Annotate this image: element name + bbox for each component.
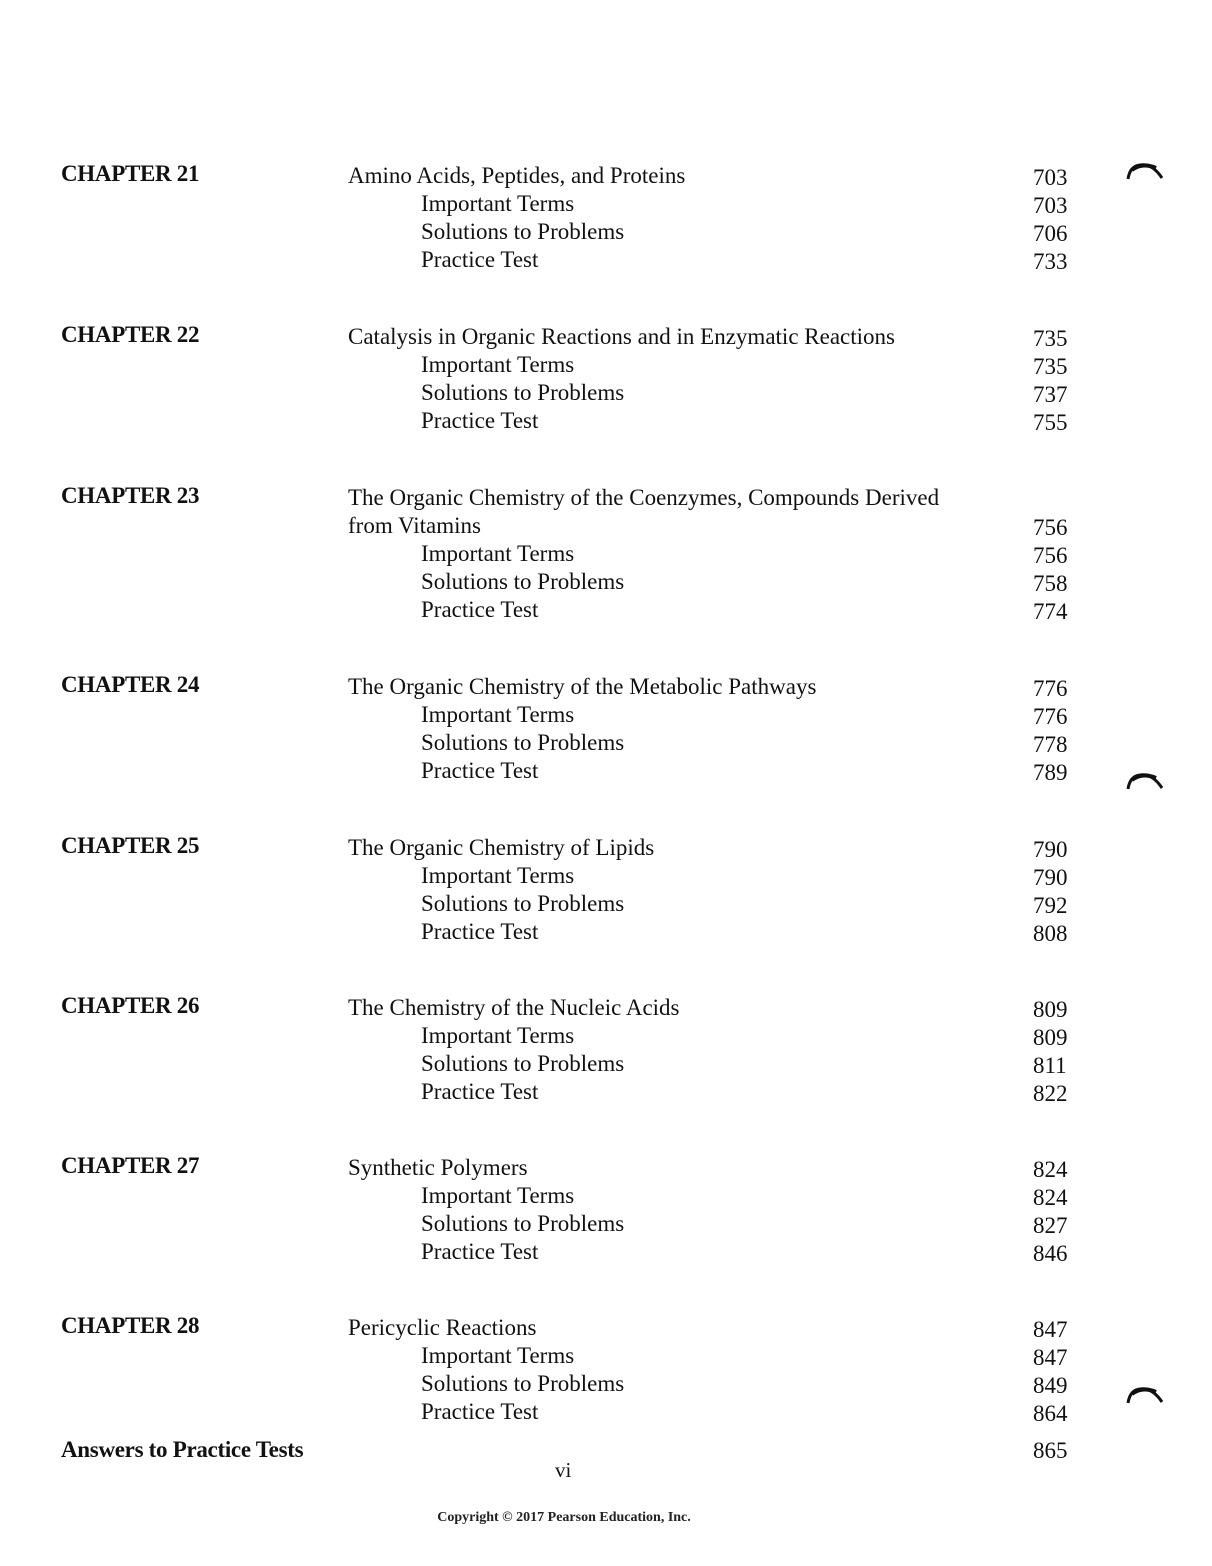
toc-entry-label: Solutions to Problems — [421, 219, 625, 244]
chapter-title-page: 756 — [1033, 515, 1068, 540]
toc-entry-label: Important Terms — [421, 352, 575, 377]
chapter-title: Catalysis in Organic Reactions and in Enzymatic Reactions — [348, 324, 895, 349]
toc-entry-page: 733 — [1033, 249, 1068, 274]
toc-entry-page: 756 — [1033, 543, 1068, 568]
chapter-title-page: 847 — [1033, 1317, 1068, 1342]
toc-entry — [0, 729, 1212, 757]
toc-entry-label: Solutions to Problems — [421, 569, 625, 594]
chapter-title-line — [0, 994, 1212, 1022]
toc-entry-page: 811 — [1033, 1053, 1067, 1078]
toc-entry — [0, 1342, 1212, 1370]
toc-entry-page: 808 — [1033, 921, 1068, 946]
toc-entry-page: 846 — [1033, 1241, 1068, 1266]
chapter-label: CHAPTER 28 — [61, 1313, 200, 1338]
chapter-title-line — [0, 1314, 1212, 1342]
chapter-title-page: 790 — [1033, 837, 1068, 862]
toc-entry — [0, 1182, 1212, 1210]
chapter-title-page: 809 — [1033, 997, 1068, 1022]
toc-entry-label: Practice Test — [421, 1239, 539, 1264]
chapter-label: CHAPTER 26 — [61, 993, 200, 1018]
chapter-label: CHAPTER 25 — [61, 833, 200, 858]
toc-entry-page: 758 — [1033, 571, 1068, 596]
answers-page-number: 865 — [1033, 1438, 1068, 1463]
toc-entry — [0, 1050, 1212, 1078]
chapter-title: Synthetic Polymers — [348, 1155, 528, 1180]
toc-entry — [0, 1370, 1212, 1398]
binder-hole-mark-icon — [1126, 768, 1164, 790]
toc-entry — [0, 190, 1212, 218]
answers-label: Answers to Practice Tests — [61, 1437, 304, 1462]
toc-entry-page: 822 — [1033, 1081, 1068, 1106]
toc-entry — [0, 701, 1212, 729]
chapter-title: from Vitamins — [348, 513, 481, 538]
toc-entry-page: 790 — [1033, 865, 1068, 890]
toc-entry-label: Practice Test — [421, 1079, 539, 1104]
toc-entry — [0, 1078, 1212, 1106]
toc-entry-label: Important Terms — [421, 191, 575, 216]
chapter-section — [0, 321, 1212, 451]
toc-entry — [0, 1238, 1212, 1266]
chapter-title: Amino Acids, Peptides, and Proteins — [348, 163, 686, 188]
chapter-title: The Organic Chemistry of Lipids — [348, 835, 655, 860]
toc-entry — [0, 568, 1212, 596]
toc-entry — [0, 351, 1212, 379]
chapter-title-page: 776 — [1033, 676, 1068, 701]
chapter-title-line — [0, 484, 1212, 512]
chapter-label: CHAPTER 27 — [61, 1153, 200, 1178]
chapter-title-line — [0, 512, 1212, 540]
chapter-title: The Chemistry of the Nucleic Acids — [348, 995, 680, 1020]
toc-entry — [0, 918, 1212, 946]
toc-entry-page: 792 — [1033, 893, 1068, 918]
chapter-section — [0, 992, 1212, 1122]
chapter-title: Pericyclic Reactions — [348, 1315, 537, 1340]
toc-entry-page: 824 — [1033, 1185, 1068, 1210]
chapter-title-line — [0, 1154, 1212, 1182]
toc-entry — [0, 379, 1212, 407]
toc-entry-label: Important Terms — [421, 1023, 575, 1048]
toc-entry-label: Solutions to Problems — [421, 891, 625, 916]
chapter-title-line — [0, 162, 1212, 190]
toc-entry — [0, 596, 1212, 624]
toc-entry-label: Solutions to Problems — [421, 1211, 625, 1236]
toc-entry-label: Solutions to Problems — [421, 1051, 625, 1076]
chapter-title: The Organic Chemistry of the Coenzymes, Compounds Derived — [348, 485, 940, 510]
toc-entry-label: Solutions to Problems — [421, 730, 625, 755]
toc-entry-page: 789 — [1033, 760, 1068, 785]
chapter-title-page: 824 — [1033, 1157, 1068, 1182]
chapter-label: CHAPTER 23 — [61, 483, 200, 508]
toc-entry — [0, 246, 1212, 274]
chapter-section — [0, 671, 1212, 801]
toc-entry-page: 864 — [1033, 1401, 1068, 1426]
binder-hole-mark-icon — [1126, 158, 1164, 180]
copyright-notice: Copyright © 2017 Pearson Education, Inc. — [437, 1510, 691, 1525]
toc-entry-page: 755 — [1033, 410, 1068, 435]
chapter-title-line — [0, 673, 1212, 701]
toc-entry-label: Practice Test — [421, 1399, 539, 1424]
toc-entry-label: Practice Test — [421, 597, 539, 622]
toc-entry-page: 735 — [1033, 354, 1068, 379]
chapter-label: CHAPTER 21 — [61, 161, 200, 186]
toc-entry-label: Important Terms — [421, 1183, 575, 1208]
toc-entry-page: 774 — [1033, 599, 1068, 624]
chapter-title-page: 703 — [1033, 165, 1068, 190]
toc-entry — [0, 890, 1212, 918]
toc-entry-page: 809 — [1033, 1025, 1068, 1050]
chapter-title-page: 735 — [1033, 326, 1068, 351]
toc-entry-page: 776 — [1033, 704, 1068, 729]
chapter-title: The Organic Chemistry of the Metabolic Pathways — [348, 674, 817, 699]
toc-entry — [0, 407, 1212, 435]
toc-entry-label: Practice Test — [421, 247, 539, 272]
toc-entry — [0, 1210, 1212, 1238]
toc-entry-label: Solutions to Problems — [421, 380, 625, 405]
toc-entry-page: 778 — [1033, 732, 1068, 757]
toc-entry — [0, 1398, 1212, 1426]
toc-entry-label: Practice Test — [421, 758, 539, 783]
toc-entry — [0, 218, 1212, 246]
chapter-section — [0, 1152, 1212, 1282]
toc-entry-page: 847 — [1033, 1345, 1068, 1370]
toc-entry-page: 737 — [1033, 382, 1068, 407]
toc-entry — [0, 862, 1212, 890]
chapter-section — [0, 482, 1212, 624]
toc-entry-label: Important Terms — [421, 1343, 575, 1368]
chapter-label: CHAPTER 22 — [61, 322, 200, 347]
chapter-label: CHAPTER 24 — [61, 672, 200, 697]
toc-entry — [0, 757, 1212, 785]
toc-entry-label: Solutions to Problems — [421, 1371, 625, 1396]
toc-entry — [0, 1022, 1212, 1050]
toc-entry-page: 706 — [1033, 221, 1068, 246]
toc-entry-label: Important Terms — [421, 863, 575, 888]
page-number: vi — [555, 1458, 572, 1482]
binder-hole-mark-icon — [1126, 1382, 1164, 1404]
chapter-section — [0, 832, 1212, 962]
chapter-section — [0, 160, 1212, 290]
chapter-title-line — [0, 834, 1212, 862]
toc-entry-label: Important Terms — [421, 541, 575, 566]
toc-entry-page: 703 — [1033, 193, 1068, 218]
toc-entry-page: 827 — [1033, 1213, 1068, 1238]
toc-entry — [0, 540, 1212, 568]
toc-entry-label: Important Terms — [421, 702, 575, 727]
chapter-title-line — [0, 323, 1212, 351]
chapter-section — [0, 1312, 1212, 1442]
toc-entry-page: 849 — [1033, 1373, 1068, 1398]
toc-entry-label: Practice Test — [421, 919, 539, 944]
toc-entry-label: Practice Test — [421, 408, 539, 433]
